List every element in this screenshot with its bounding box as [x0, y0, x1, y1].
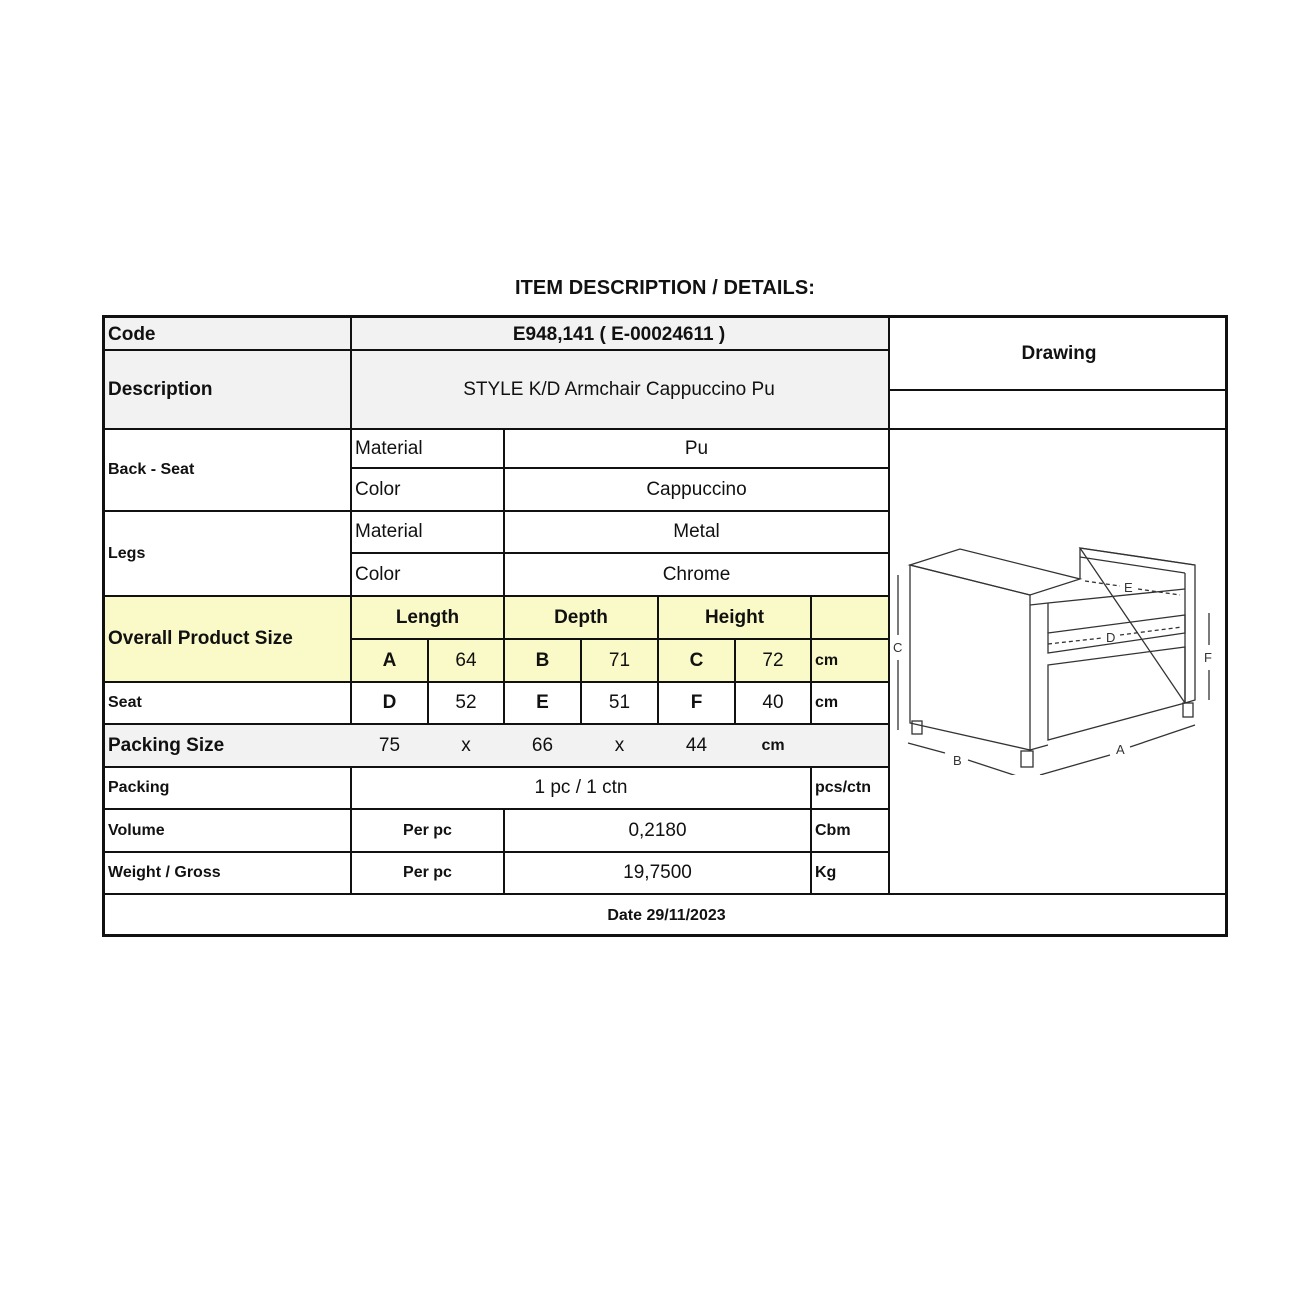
back-seat-material-label: Material — [355, 437, 423, 459]
armchair-drawing — [890, 535, 1220, 775]
dim-e-label: E — [536, 692, 549, 713]
drawing-letter-c: C — [893, 640, 903, 655]
back-seat-color-label: Color — [355, 478, 401, 500]
packing-label: Packing — [108, 779, 170, 796]
weight-unit: Kg — [815, 864, 837, 881]
height-header: Height — [704, 606, 765, 628]
dim-c-label: C — [689, 649, 704, 671]
dim-a-value: 64 — [455, 649, 477, 671]
dim-f-label: F — [690, 692, 703, 713]
drawing-letter-f: F — [1204, 650, 1212, 665]
back-seat-color-value: Cappuccino — [646, 478, 747, 500]
overall-size-label: Overall Product Size — [108, 628, 293, 649]
dim-f-value: 40 — [762, 692, 784, 713]
packing-size-length: 75 — [378, 734, 401, 756]
legs-color-value: Chrome — [662, 563, 731, 585]
seat-unit: cm — [815, 694, 839, 711]
volume-value: 0,2180 — [628, 819, 687, 841]
code-value: E948,141 ( E-00024611 ) — [512, 323, 726, 345]
legs-material-label: Material — [355, 521, 423, 542]
packing-size-label: Packing Size — [108, 734, 225, 756]
description-value: STYLE K/D Armchair Cappuccino Pu — [463, 378, 775, 400]
drawing-letter-b: B — [953, 753, 962, 768]
drawing-label: Drawing — [1021, 342, 1097, 364]
volume-per: Per pc — [403, 821, 452, 839]
drawing-letter-d: D — [1106, 630, 1116, 645]
packing-size-unit: cm — [761, 736, 785, 754]
weight-label: Weight / Gross — [108, 864, 221, 881]
back-seat-label: Back - Seat — [108, 461, 195, 478]
page-title: ITEM DESCRIPTION / DETAILS: — [514, 277, 816, 299]
volume-label: Volume — [108, 821, 165, 839]
weight-value: 19,7500 — [623, 862, 692, 883]
dim-d-value: 52 — [455, 692, 477, 713]
packing-value: 1 pc / 1 ctn — [534, 777, 628, 798]
packing-unit: pcs/ctn — [815, 779, 872, 796]
dim-c-value: 72 — [762, 649, 784, 671]
date-footer: Date 29/11/2023 — [607, 907, 726, 924]
dim-b-value: 71 — [608, 649, 631, 671]
drawing-letter-e: E — [1124, 580, 1133, 595]
legs-material-value: Metal — [673, 521, 720, 542]
seat-label: Seat — [108, 694, 142, 711]
dim-a-label: A — [382, 649, 397, 671]
back-seat-material-value: Pu — [684, 437, 709, 459]
packing-size-height: 44 — [685, 734, 708, 756]
legs-label: Legs — [108, 544, 146, 562]
dim-e-value: 51 — [608, 692, 631, 713]
dim-d-label: D — [382, 692, 397, 713]
description-label: Description — [108, 378, 213, 400]
code-label: Code — [108, 323, 156, 345]
volume-unit: Cbm — [815, 821, 851, 839]
depth-header: Depth — [554, 606, 608, 628]
weight-per: Per pc — [403, 864, 452, 881]
legs-color-label: Color — [355, 563, 401, 585]
packing-size-x2: x — [614, 734, 625, 756]
packing-size-x1: x — [461, 734, 471, 756]
length-header: Length — [395, 606, 460, 628]
packing-size-width: 66 — [531, 734, 554, 756]
drawing-letter-a: A — [1116, 742, 1125, 757]
overall-unit: cm — [815, 651, 839, 669]
dim-b-label: B — [535, 649, 550, 671]
